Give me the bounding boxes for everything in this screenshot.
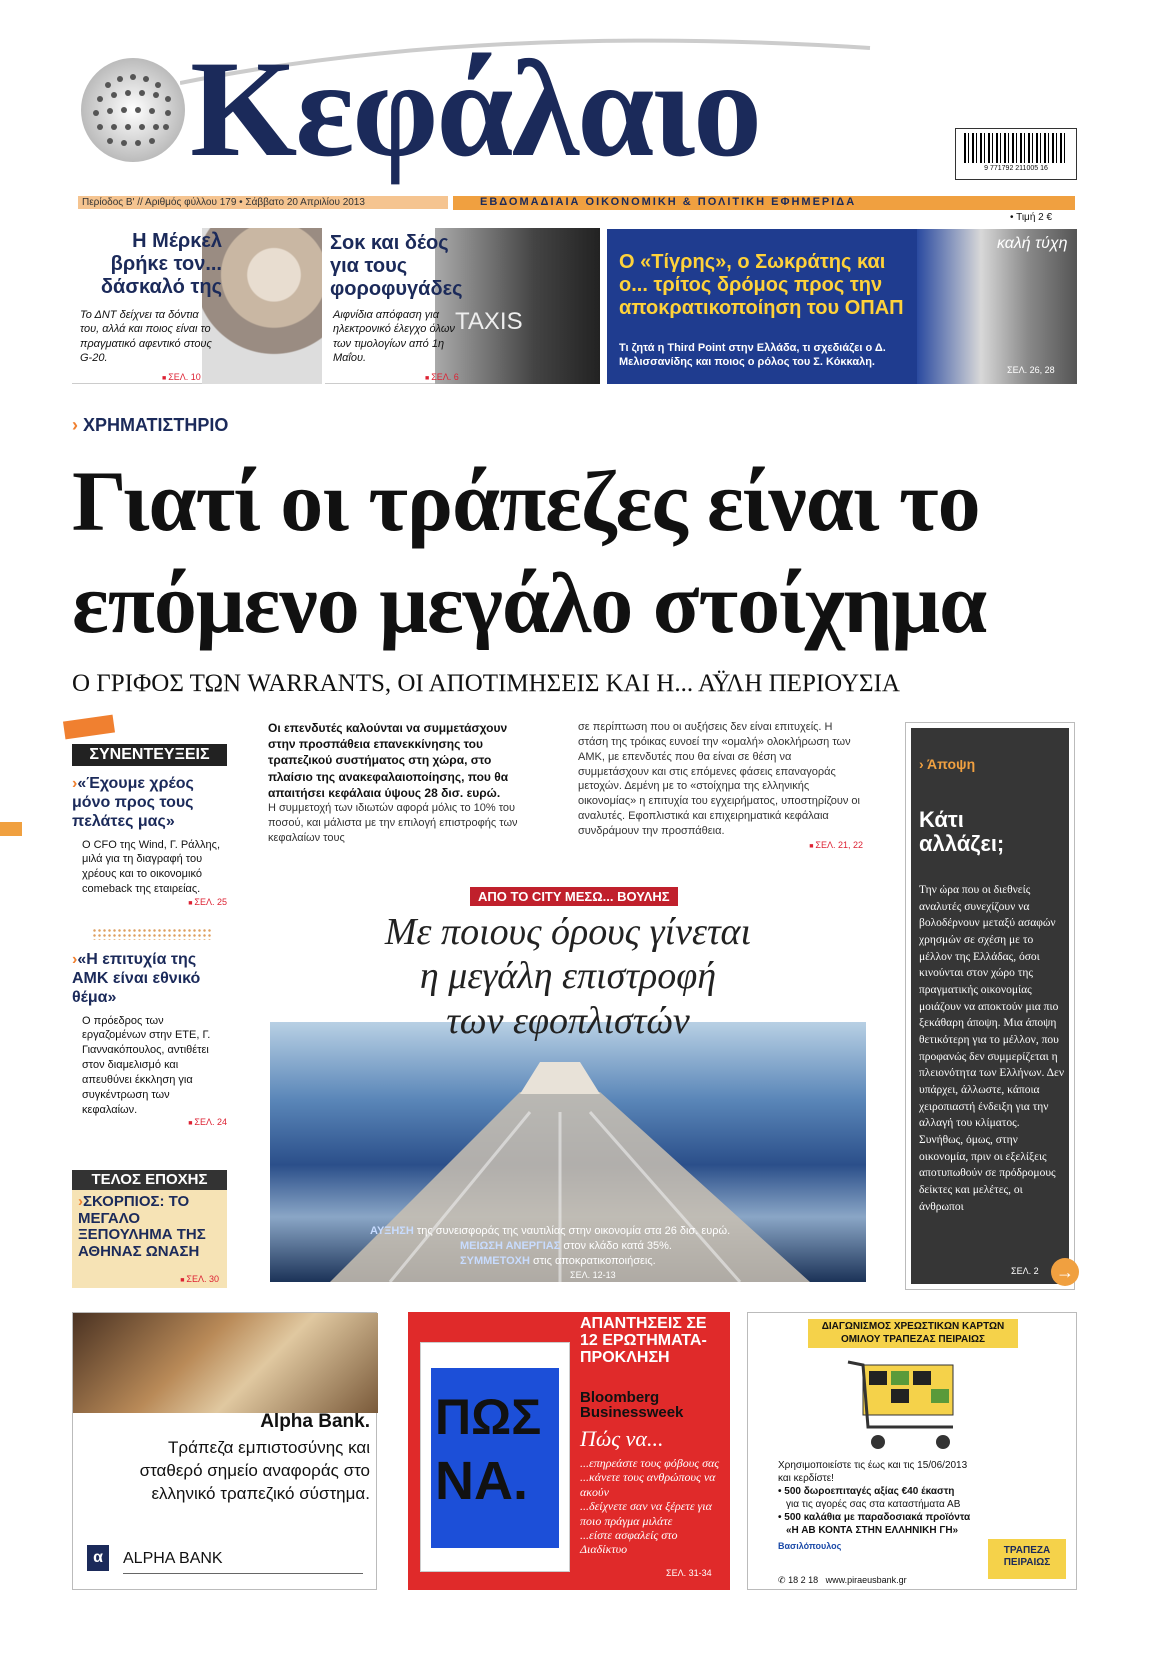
alpha-columns-photo — [73, 1313, 378, 1413]
opap-photo-text: καλή τύχη — [997, 235, 1068, 252]
alpha-brand: Alpha Bank. — [260, 1411, 370, 1432]
interview-text: Ο πρόεδρος των εργαζομένων στην ΕΤΕ, Γ. Γιαννακόπουλος, αντιθέτει στον διαμελισμό και απευθύνει έκκληση για συγκέντρωση των κεφαλαίων. — [82, 1014, 211, 1116]
teaser-merkel-ref: ■ ΣΕΛ. 10 — [162, 372, 201, 382]
teaser-opap-title: Ο «Τίγρης», ο Σωκράτης και ο... τρίτος δρόμος προς την αποκρατικοποίηση του ΟΠΑΠ — [619, 251, 904, 319]
interview-item[interactable] — [72, 774, 227, 907]
feature-title — [270, 910, 866, 1043]
masthead-title: Κεφάλαιο — [190, 32, 761, 185]
piraeus-web[interactable]: www.piraeusbank.gr — [825, 1575, 907, 1585]
bloomberg-cover-word-1: ΠΩΣ — [435, 1389, 542, 1445]
opap-photo — [917, 229, 1077, 384]
piraeus-phone: 18 2 18 — [788, 1575, 819, 1585]
feature[interactable] — [270, 852, 866, 1282]
feature-bullet-key: ΣΥΜΜΕΤΟΧΗ — [460, 1254, 530, 1267]
lead-body-1: Η συμμετοχή των ιδιωτών αφορά μόλις το 10% του ποσού, και μάλιστα με την επιλογή επιστροφής των κεφαλαίων τους — [268, 801, 518, 844]
masthead-tagline: ΕΒΔΟΜΑΔΙΑΙΑ ΟΙΚΟΝΟΜΙΚΗ & ΠΟΛΙΤΙΚΗ ΕΦΗΜΕΡΙΔΑ — [480, 196, 857, 208]
arrow-icon: › — [72, 775, 78, 792]
opinion-ref: ΣΕΛ. 2 — [1011, 1266, 1039, 1276]
bloomberg-brand — [580, 1390, 683, 1420]
shopping-cart-icon — [843, 1357, 983, 1457]
ad-piraeus[interactable] — [747, 1312, 1077, 1590]
bloomberg-items — [580, 1456, 725, 1557]
piraeus-line2: και κερδίστε! — [778, 1473, 834, 1484]
teaser-opap-text: Τι ζητά η Third Point στην Ελλάδα, τι σχεδιάζει ο Δ. Μελισσανίδης και ποιος ο ρόλος του Σ. Κόκκαλη. — [619, 342, 886, 369]
dotted-divider — [92, 928, 212, 940]
lead-bold-intro: Οι επενδυτές καλούνται να συμμετάσχουν στην προσπάθεια επανεκκίνησης του τραπεζικού συστήματος στη χώρα, στο πλαίσιο της ανακεφαλαιοποίησης, που θα απαιτήσει κεφάλαια ύψους 28 δισ. ευρώ. — [268, 721, 509, 800]
bloomberg-item: ...κάνετε τους ανθρώπους να ακούν — [580, 1470, 716, 1499]
feature-bullet-text: στις αποκρατικοποιήσεις. — [533, 1254, 656, 1267]
feature-bullet-key: ΑΥΞΗΣΗ — [370, 1225, 414, 1237]
opinion[interactable] — [905, 722, 1075, 1290]
masthead — [0, 0, 1158, 225]
feature-title-1: Με ποιους όρους γίνεται — [384, 911, 752, 953]
feature-bullet — [370, 1224, 850, 1239]
piraeus-logo: ΤΡΑΠΕΖΑ ΠΕΙΡΑΙΩΣ — [988, 1539, 1066, 1579]
feature-bullet — [460, 1254, 850, 1269]
feature-bullet-text: στον κλάδο κατά 35%. — [563, 1239, 672, 1252]
barcode — [955, 128, 1077, 180]
teaser-opap-ref: ΣΕΛ. 26, 28 — [1007, 365, 1055, 375]
bloomberg-brand-1: Bloomberg — [580, 1389, 660, 1406]
teaser-tax[interactable] — [325, 228, 600, 384]
bloomberg-item: ...δείχνετε σαν να ξέρετε για ποιο πράγμα μιλάτε — [580, 1499, 712, 1528]
piraeus-copy — [778, 1459, 1068, 1537]
ab-logo: Βασιλόπουλος — [778, 1541, 842, 1551]
interviews-tab — [63, 715, 115, 740]
lead-kicker-text: ΧΡΗΜΑΤΙΣΤΗΡΙΟ — [83, 415, 229, 435]
alpha-text: Τράπεζα εμπιστοσύνης και σταθερό σημείο αναφοράς στο ελληνικό τραπεζικό σύστημα. — [139, 1438, 370, 1503]
interview-title — [72, 950, 227, 1008]
interviews-header: ΣΥΝΕΝΤΕΥΞΕΙΣ — [72, 744, 227, 766]
opinion-label — [919, 756, 975, 772]
alpha-logo-line — [123, 1573, 363, 1574]
piraeus-b1: • 500 δωροεπιταγές αξίας €40 έκαστη — [778, 1486, 955, 1497]
feature-title-3: των εφοπλιστών — [446, 999, 690, 1042]
globe-dots-icon — [78, 55, 188, 165]
teaser-tax-text: Αιφνίδια απόφαση για ηλεκτρονικό έλεγχο όλων των τιμολογίων από 1η Μαΐου. — [333, 309, 455, 364]
arrow-icon: › — [919, 756, 928, 772]
feature-label: ΑΠΟ ΤΟ CITY ΜΕΣΩ... ΒΟΥΛΗΣ — [470, 887, 678, 906]
piraeus-b2b: «Η ΑΒ ΚΟΝΤΑ ΣΤΗΝ ΕΛΛΗΝΙΚΗ ΓΗ» — [786, 1525, 959, 1536]
lead-subhead: Ο ΓΡΙΦΟΣ ΤΩΝ WARRANTS, ΟΙ ΑΠΟΤΙΜΗΣΕΙΣ ΚΑΙ Η... ΑΫΛΗ ΠΕΡΙΟΥΣΙΑ — [72, 670, 900, 697]
lead-headline-1[interactable]: Γιατί οι τράπεζες είναι το — [72, 453, 980, 549]
ad-alpha-bank[interactable] — [72, 1312, 377, 1590]
bloomberg-subtitle: Πώς να... — [580, 1426, 664, 1451]
piraeus-contact — [778, 1575, 907, 1586]
lead-body-col-2 — [578, 720, 863, 851]
feature-ref: ΣΕΛ. 12-13 — [570, 1269, 616, 1280]
bloomberg-item: ...είστε ασφαλείς στο Διαδίκτυο — [580, 1527, 678, 1557]
teaser-opap[interactable] — [607, 229, 1077, 384]
next-arrow-icon[interactable]: → — [1051, 1258, 1079, 1286]
bloomberg-cover — [420, 1342, 570, 1572]
masthead-issue: Περίοδος Β' // Αριθμός φύλλου 179 • Σάββατο 20 Απριλίου 2013 — [78, 196, 448, 209]
teaser-tax-title: Σοκ και δέος για τους φοροφυγάδες — [330, 232, 463, 300]
end-era-title-text: ΣΚΟΡΠΙΟΣ: ΤΟ ΜΕΓΑΛΟ ΞΕΠΟΥΛΗΜΑ ΤΗΣ ΑΘΗΝΑΣ ΩΝΑΣΗ — [78, 1193, 206, 1260]
teaser-merkel[interactable] — [72, 228, 322, 384]
interview-title — [72, 774, 227, 832]
bloomberg-ref: ΣΕΛ. 31-34 — [666, 1568, 712, 1578]
piraeus-b1b: για τις αγορές σας στα καταστήματα ΑΒ — [786, 1499, 961, 1510]
masthead-price: • Τιμή 2 € — [1010, 212, 1053, 223]
opinion-text: Την ώρα που οι διεθνείς αναλυτές συνεχίζουν να βολοδέρνουν μεταξύ ασαφών χρησμών σε σχέση με το μέλλον της Ελλάδας, όσοι κινούνται στον χώρο της πραγματικής οικονομίας μοιάζουν να αποκτούν μια πιο ξεκάθαρη άποψη. Μια άποψη θετικότερη για το μέλλον, που προφανώς δεν συμμερίζεται η πλειονότητα των Ελλήνων. Δεν υπάρχει, άλλωστε, κάποια χειροπιαστή ένδειξη για την αλλαγή του κλίματος. Συνήθως, όμως, στην οικονομία, πριν οι εξελίξεις αποτυπωθούν σε πρόδρομους δείκτες και μελέτες, οι άνθρωποι — [919, 884, 1065, 1213]
interviews — [72, 718, 227, 1168]
lead-body-2: σε περίπτωση που οι αυξήσεις δεν είναι επιτυχείς. Η στάση της τρόικας ευνοεί την «ομαλή» ολοκλήρωση των ΑΜΚ, με επενδυτές που θα είναι σε θέση να συμμετάσχουν και στις επόμενες φάσεις επαναγοράς μετοχών. Δεμένη με το «στοίχημα της ελληνικής οικονομίας» η επιτυχία του εγχειρήματος, υποστηρίζουν οι αναλυτές. Εφοπλιστικά και επιχειρηματικά κεφάλαια συνδράμουν την προσπάθεια. — [578, 721, 860, 837]
feature-bullets — [370, 1224, 850, 1281]
teaser-merkel-title: Η Μέρκελ βρήκε τον... δάσκαλό της — [100, 230, 222, 298]
bloomberg-title: ΑΠΑΝΤΗΣΕΙΣ ΣΕ 12 ΕΡΩΤΗΜΑΤΑ-ΠΡΟΚΛΗΣΗ — [580, 1315, 707, 1366]
lead-body-col-1 — [268, 720, 538, 845]
arrow-icon: › — [78, 1193, 83, 1210]
interview-text: Ο CFO της Wind, Γ. Ράλλης, μιλά για τη διαγραφή του χρέους και το οικονομικό comeback της εταιρείας. — [82, 838, 221, 896]
lead-ref: ■ ΣΕΛ. 21, 22 — [578, 839, 863, 851]
end-era-ref: ■ ΣΕΛ. 30 — [180, 1274, 219, 1284]
interview-title-text: «Η επιτυχία της ΑΜΚ είναι εθνικό θέμα» — [72, 951, 201, 1007]
interview-item[interactable] — [72, 950, 227, 1127]
lead-kicker — [72, 415, 228, 436]
interview-ref: ■ ΣΕΛ. 25 — [72, 897, 227, 907]
ad-bloomberg[interactable] — [408, 1312, 730, 1590]
feature-bullet — [460, 1239, 850, 1254]
lead-headline-2[interactable]: επόμενο μεγάλο στοίχημα — [72, 555, 987, 651]
end-era-title — [72, 1190, 220, 1264]
end-era-header: ΤΕΛΟΣ ΕΠΟΧΗΣ — [72, 1170, 227, 1190]
end-era[interactable] — [72, 1170, 227, 1288]
teaser-tax-ref: ■ ΣΕΛ. 6 — [425, 372, 459, 382]
arrow-icon: › — [72, 951, 78, 968]
opinion-label-text: Άποψη — [927, 756, 976, 772]
interview-title-text: «Έχουμε χρέος μόνο προς τους πελάτες μας» — [72, 775, 194, 831]
tax-photo-text: TAXIS — [455, 308, 523, 335]
teaser-merkel-text: Το ΔΝΤ δείχνει τα δόντια του, αλλά και ποιος είναι το πραγματικό αφεντικό στους G-20. — [80, 309, 212, 364]
piraeus-header: ΔΙΑΓΩΝΙΣΜΟΣ ΧΡΕΩΣΤΙΚΩΝ ΚΑΡΤΩΝ ΟΜΙΛΟΥ ΤΡΑΠΕΖΑΣ ΠΕΙΡΑΙΩΣ — [808, 1319, 1018, 1348]
piraeus-b2: • 500 καλάθια με παραδοσιακά προϊόντα — [778, 1512, 971, 1523]
alpha-logo-text: ALPHA BANK — [123, 1550, 223, 1567]
barcode-digits: 9 771792 211005 16 — [984, 165, 1048, 172]
feature-bullet-key: ΜΕΙΩΣΗ ΑΝΕΡΓΙΑΣ — [460, 1239, 561, 1252]
opinion-box — [911, 728, 1074, 1284]
kicker-arrow-icon: › — [72, 415, 78, 435]
side-marker — [0, 822, 22, 836]
feature-title-2: η μεγάλη επιστροφή — [419, 955, 717, 998]
opinion-title: Κάτι αλλάζει; — [919, 807, 1005, 857]
piraeus-line1: Χρησιμοποιείστε τις έως και τις 15/06/2013 — [778, 1460, 968, 1471]
feature-bullet-text: της συνεισφοράς της ναυτιλίας στην οικονομία στα 26 δισ. ευρώ. — [416, 1225, 731, 1237]
bloomberg-brand-2: Businessweek — [580, 1404, 684, 1421]
bloomberg-item: ...επηρεάστε τους φόβους σας — [580, 1456, 720, 1470]
interview-ref: ■ ΣΕΛ. 24 — [72, 1117, 227, 1127]
bloomberg-cover-art — [431, 1368, 559, 1548]
bloomberg-cover-word-2: ΝΑ. — [435, 1451, 528, 1511]
alpha-logo-icon: α — [87, 1545, 109, 1571]
phone-icon: ✆ — [778, 1575, 786, 1585]
